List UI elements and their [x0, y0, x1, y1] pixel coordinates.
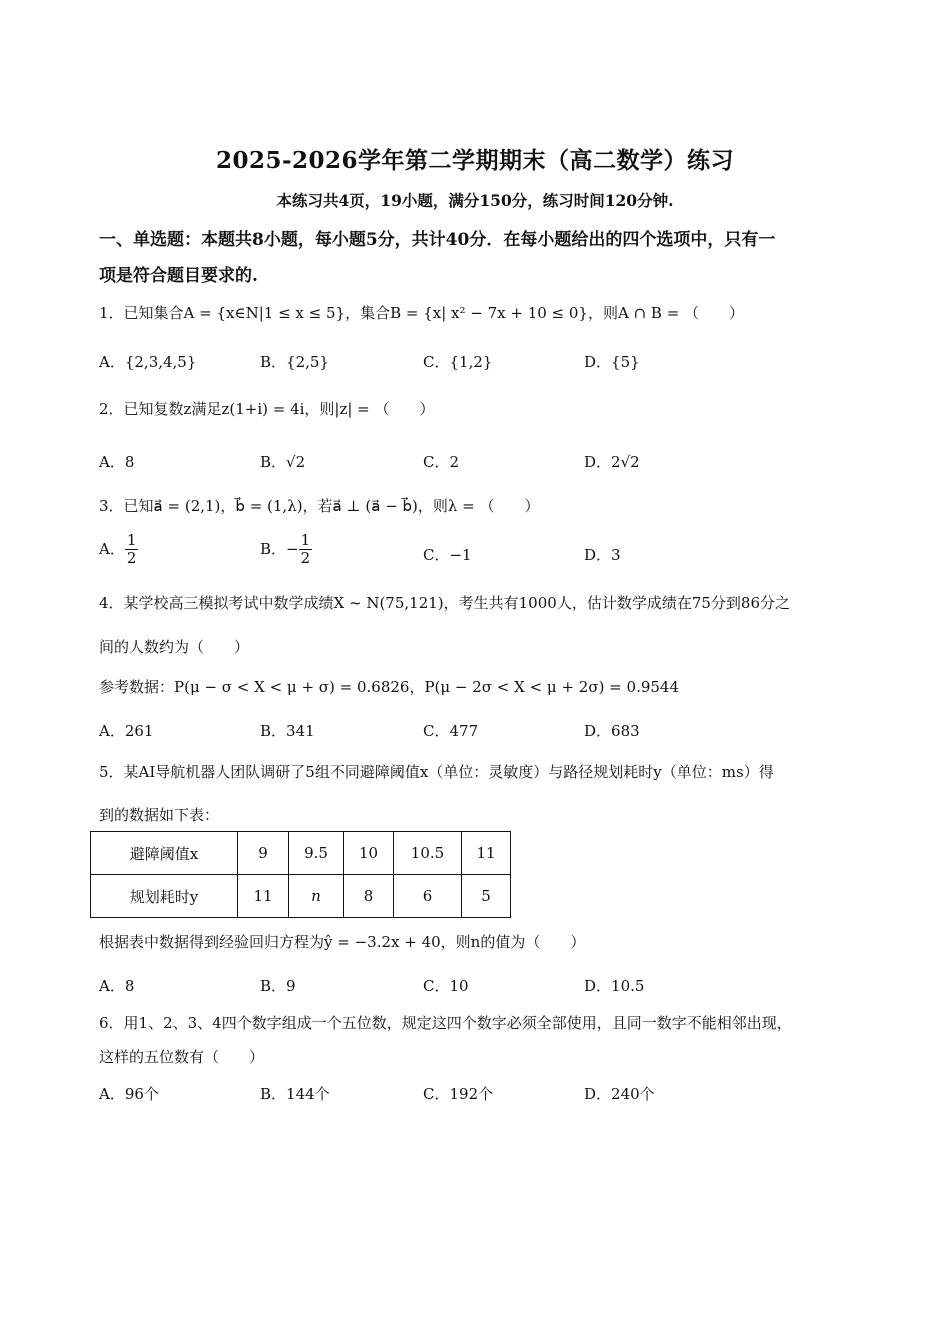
question-6-option-d: D．240个	[584, 1085, 655, 1103]
table-cell: 10.5	[394, 832, 462, 875]
fraction-denominator: 2	[126, 549, 137, 568]
fraction	[125, 532, 139, 568]
table-cell: 11	[462, 832, 511, 875]
table-cell: 规划耗时y	[91, 875, 238, 918]
question-3-option-a	[99, 532, 138, 568]
question-6-option-b: B．144个	[260, 1085, 330, 1103]
exam-info: 本练习共4页，19小题，满分150分，练习时间120分钟.	[276, 191, 674, 210]
fraction	[299, 532, 313, 568]
data-table	[90, 831, 511, 918]
table-cell: 8	[344, 875, 394, 918]
question-6-option-a: A．96个	[99, 1085, 159, 1103]
question-4-option-b: B．341	[260, 722, 315, 740]
table-cell: 5	[462, 875, 511, 918]
table-cell: 10	[344, 832, 394, 875]
option-letter: A．	[99, 539, 125, 558]
question-3-option-c: C．−1	[423, 546, 472, 564]
page-title: 2025-2026学年第二学期期末（高二数学）练习	[215, 147, 735, 174]
table-cell: 11	[238, 875, 289, 918]
section-heading-line2: 项是符合题目要求的.	[99, 266, 258, 286]
question-4-option-a: A．261	[99, 722, 154, 740]
question-5-stem-line2: 到的数据如下表：	[99, 806, 220, 824]
question-4-stem-line2: 间的人数约为（ ）	[99, 638, 250, 656]
question-1-option-c: C．{1,2}	[423, 353, 493, 371]
table-row	[91, 832, 511, 875]
question-6-stem-line1: 6．用1、2、3、4四个数字组成一个五位数，规定这四个数字必须全部使用，且同一数字不能相邻出现，	[99, 1014, 792, 1032]
question-1-option-b: B．{2,5}	[260, 353, 329, 371]
question-2-option-c: C．2	[423, 453, 460, 471]
option-letter: B．−	[260, 539, 299, 558]
question-2-option-b: B．√2	[260, 453, 306, 471]
question-2-option-d: D．2√2	[584, 453, 640, 471]
question-2-option-a: A．8	[99, 453, 135, 471]
fraction-numerator: 1	[126, 531, 137, 549]
table-cell: 9	[238, 832, 289, 875]
table-cell: 6	[394, 875, 462, 918]
question-1-option-a: A．{2,3,4,5}	[99, 353, 197, 371]
question-1-option-d: D．{5}	[584, 353, 640, 371]
question-4-option-c: C．477	[423, 722, 479, 740]
question-6-stem-line2: 这样的五位数有（ ）	[99, 1048, 265, 1066]
question-3-stem: 3．已知a⃗ = (2,1)，b⃗ = (1,λ)，若a⃗ ⊥ (a⃗ − b⃗)，则λ = （ ）	[99, 497, 540, 515]
question-3-option-b	[260, 532, 312, 568]
question-4-option-d: D．683	[584, 722, 640, 740]
fraction-numerator: 1	[300, 531, 311, 549]
section-heading-line1: 一、单选题：本题共8小题，每小题5分，共计40分．在每小题给出的四个选项中，只有一	[99, 230, 776, 250]
question-5-option-a: A．8	[99, 977, 135, 995]
question-1-stem: 1．已知集合A = {x∈N|1 ≤ x ≤ 5}，集合B = {x| x² − 7x + 10 ≤ 0}，则A ∩ B = （ ）	[99, 304, 745, 322]
question-2-stem: 2．已知复数z满足z(1+i) = 4i，则|z| = （ ）	[99, 400, 435, 418]
question-4-reference: 参考数据：P(μ − σ < X < μ + σ) = 0.6826，P(μ − 2σ < X < μ + 2σ) = 0.9544	[99, 678, 680, 696]
table-cell: 9.5	[289, 832, 344, 875]
question-5-option-b: B．9	[260, 977, 296, 995]
question-5-option-d: D．10.5	[584, 977, 645, 995]
question-6-option-c: C．192个	[423, 1085, 494, 1103]
question-5-stem-line1: 5．某AI导航机器人团队调研了5组不同避障阈值x（单位：灵敏度）与路径规划耗时y（单位：ms）得	[99, 763, 774, 781]
question-3-option-d: D．3	[584, 546, 621, 564]
table-row	[91, 875, 511, 918]
question-5-regression: 根据表中数据得到经验回归方程为ŷ = −3.2x + 40，则n的值为（ ）	[99, 933, 586, 951]
question-4-stem-line1: 4．某学校高三模拟考试中数学成绩X ~ N(75,121)，考生共有1000人，估计数学成绩在75分到86分之	[99, 594, 790, 612]
question-5-option-c: C．10	[423, 977, 469, 995]
table-cell: 避障阈值x	[91, 832, 238, 875]
table-cell: n	[289, 875, 344, 918]
fraction-denominator: 2	[300, 549, 311, 568]
